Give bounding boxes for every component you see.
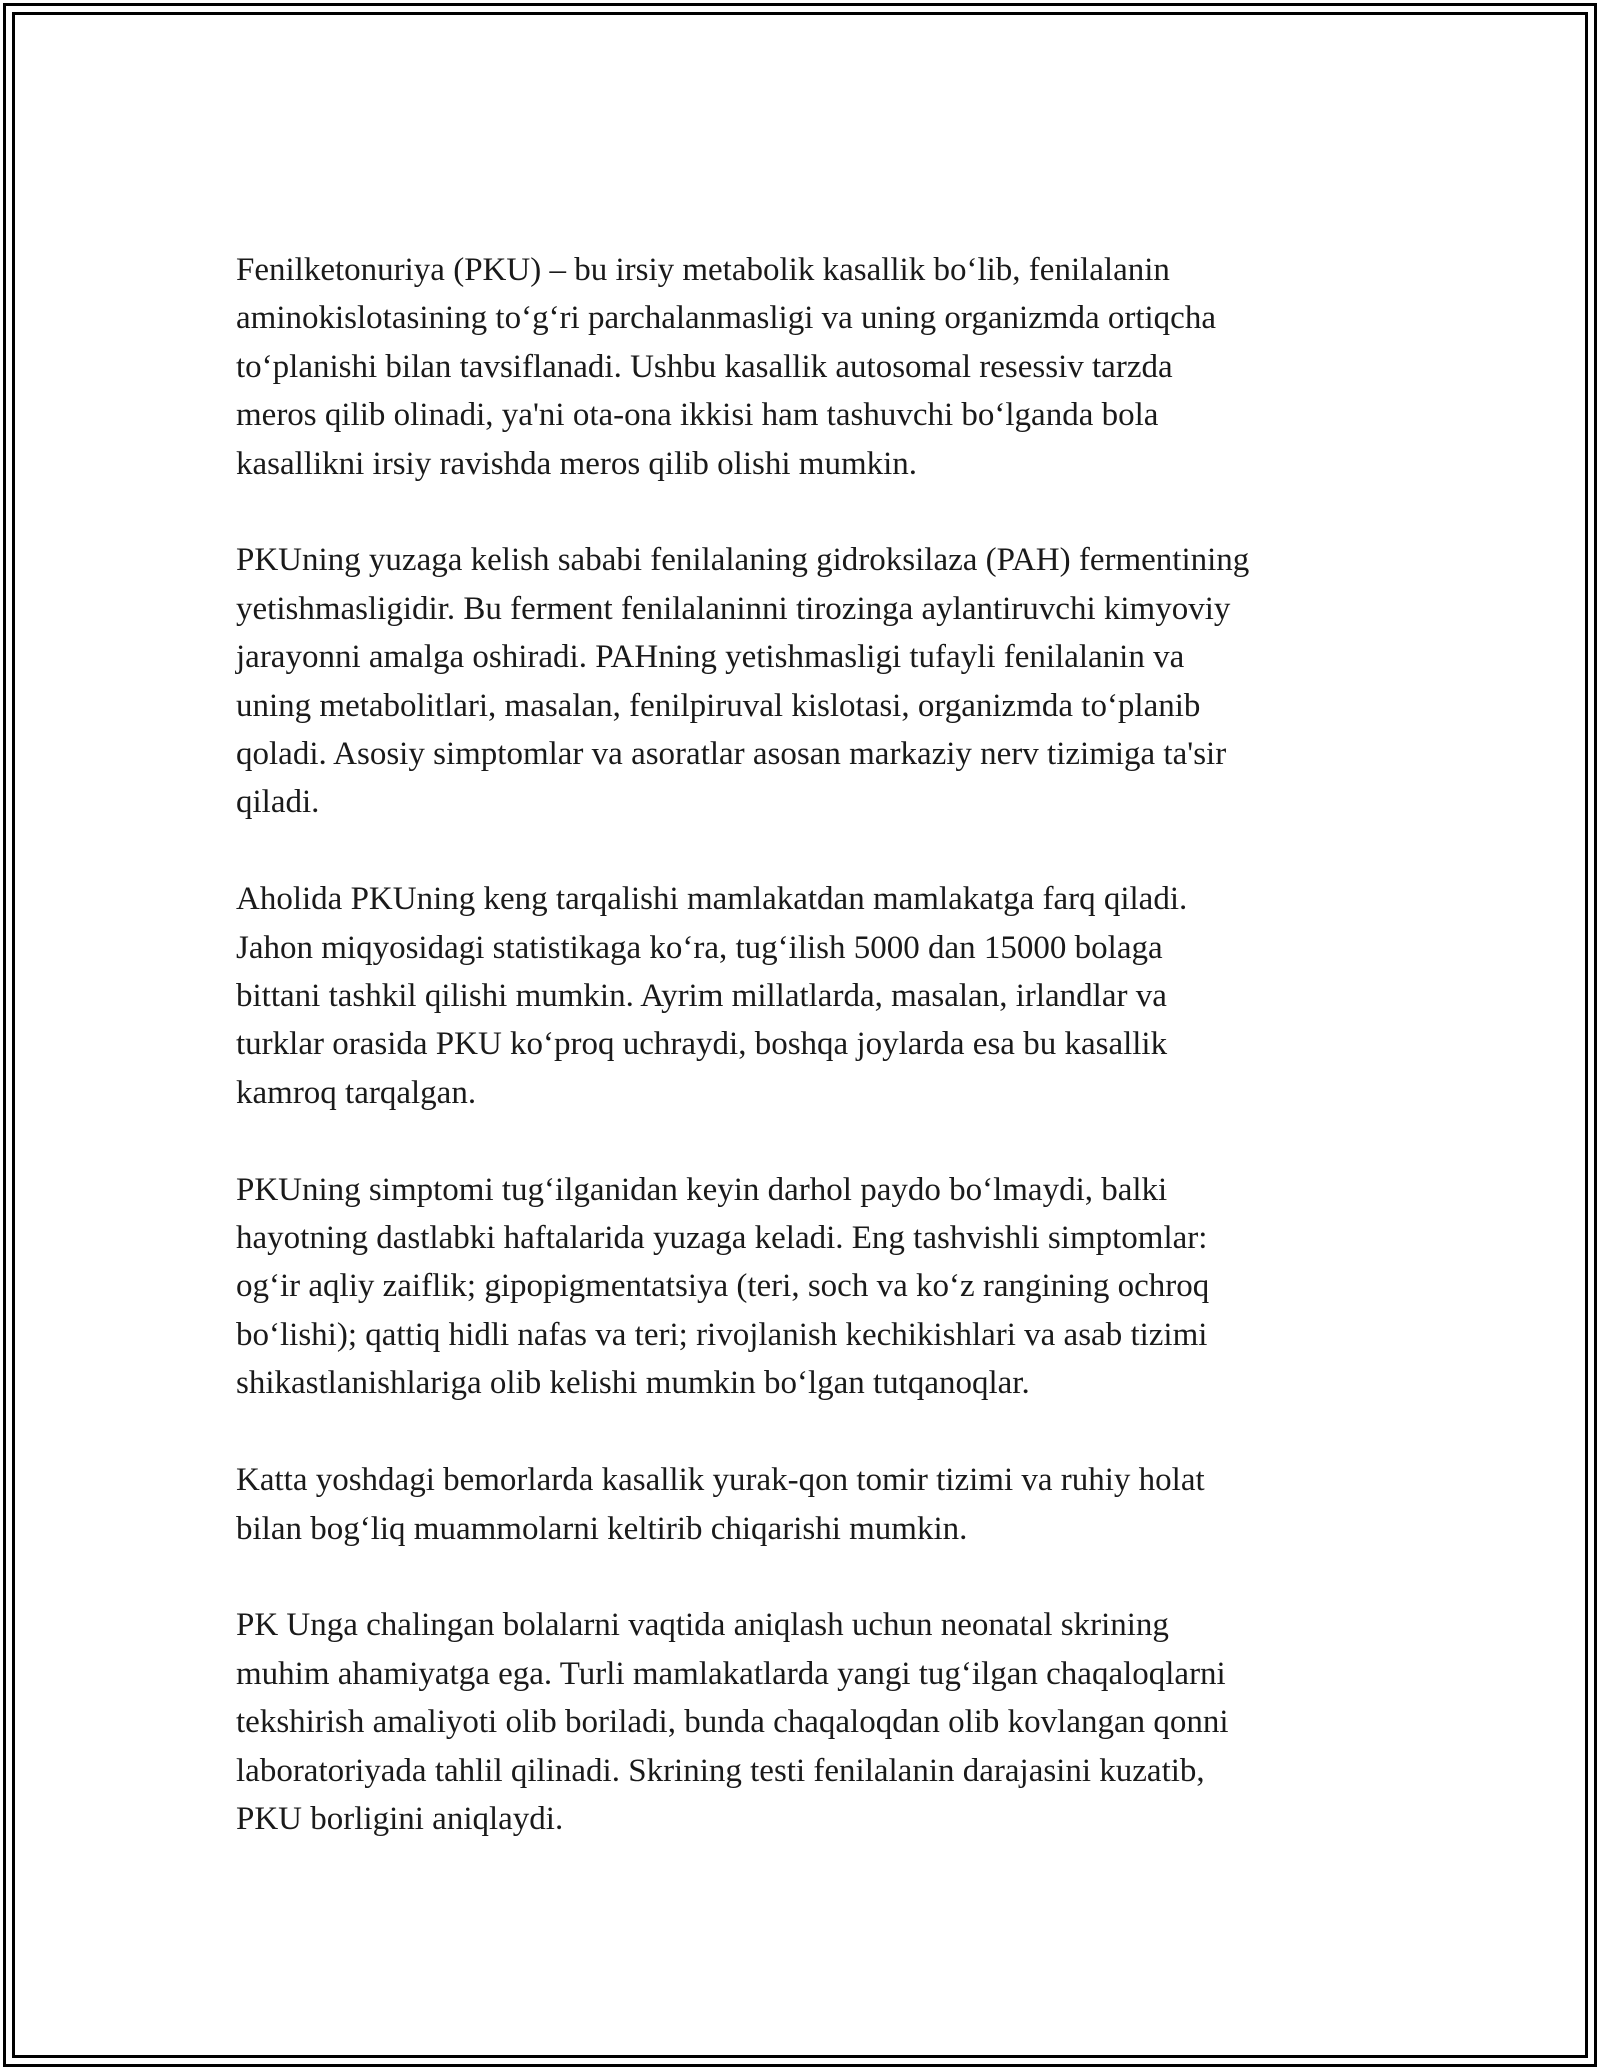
text-line: meros qilib olinadi, ya'ni ota-ona ikkisi ham tashuvchi bo‘lganda bola — [236, 397, 1159, 434]
text-line: shikastlanishlariga olib kelishi mumkin bo‘lgan tutqanoqlar. — [236, 1365, 1030, 1402]
text-line: laboratoriyada tahlil qilinadi. Skrining testi fenilalanin darajasini kuzatib, — [236, 1752, 1205, 1789]
text-line: kamroq tarqalgan. — [236, 1074, 477, 1111]
text-line: PKU borligini aniqlaydi. — [236, 1800, 564, 1837]
text-line: bilan bog‘liq muammolarni keltirib chiqarishi mumkin. — [236, 1510, 968, 1547]
text-line: yetishmasligidir. Bu ferment fenilalaninni tirozinga aylantiruvchi kimyoviy — [236, 590, 1231, 627]
text-line: turklar orasida PKU ko‘proq uchraydi, boshqa joylarda esa bu kasallik — [236, 1026, 1168, 1063]
text-line: bo‘lishi); qattiq hidli nafas va teri; rivojlanish kechikishlari va asab tizimi — [236, 1316, 1208, 1353]
document-body — [236, 246, 1386, 1892]
text-line: jarayonni amalga oshiradi. PAHning yetishmasligi tufayli fenilalanin va — [236, 639, 1185, 676]
text-line: kasallikni irsiy ravishda meros qilib olishi mumkin. — [236, 445, 918, 482]
text-line: muhim ahamiyatga ega. Turli mamlakatlarda yangi tug‘ilgan chaqaloqlarni — [236, 1655, 1226, 1692]
text-line: og‘ir aqliy zaiflik; gipopigmentatsiya (teri, soch va ko‘z rangining ochroq — [236, 1268, 1210, 1305]
text-line: aminokislotasining to‘g‘ri parchalanmasligi va uning organizmda ortiqcha — [236, 300, 1216, 337]
paragraph-3 — [236, 875, 1386, 1117]
text-line: Katta yoshdagi bemorlarda kasallik yurak-qon tomir tizimi va ruhiy holat — [236, 1462, 1205, 1499]
paragraph-6 — [236, 1601, 1386, 1843]
paragraph-1 — [236, 246, 1386, 488]
text-line: Aholida PKUning keng tarqalishi mamlakatdan mamlakatga farq qiladi. — [236, 881, 1188, 918]
text-line: PKUning yuzaga kelish sababi fenilalaning gidroksilaza (PAH) fermentining — [236, 542, 1250, 579]
text-line: Jahon miqyosidagi statistikaga ko‘ra, tug‘ilish 5000 dan 15000 bolaga — [236, 929, 1163, 966]
text-line: to‘planishi bilan tavsiflanadi. Ushbu kasallik autosomal resessiv tarzda — [236, 348, 1173, 385]
text-line: uning metabolitlari, masalan, fenilpiruval kislotasi, organizmda to‘planib — [236, 687, 1201, 724]
text-line: hayotning dastlabki haftalarida yuzaga keladi. Eng tashvishli simptomlar: — [236, 1220, 1208, 1257]
text-line: PKUning simptomi tug‘ilganidan keyin darhol paydo bo‘lmaydi, balki — [236, 1171, 1168, 1208]
text-line: qiladi. — [236, 784, 320, 821]
text-line: tekshirish amaliyoti olib boriladi, bunda chaqaloqdan olib kovlangan qonni — [236, 1704, 1229, 1741]
paragraph-4 — [236, 1166, 1386, 1408]
text-line: PK Unga chalingan bolalarni vaqtida aniqlash uchun neonatal skrining — [236, 1607, 1169, 1644]
text-line: Fenilketonuriya (PKU) – bu irsiy metabolik kasallik bo‘lib, fenilalanin — [236, 252, 1170, 288]
text-line: bittani tashkil qilishi mumkin. Ayrim millatlarda, masalan, irlandlar va — [236, 978, 1167, 1015]
paragraph-5 — [236, 1456, 1386, 1553]
paragraph-2 — [236, 536, 1386, 826]
text-line: qoladi. Asosiy simptomlar va asoratlar asosan markaziy nerv tizimiga ta'sir — [236, 736, 1227, 773]
